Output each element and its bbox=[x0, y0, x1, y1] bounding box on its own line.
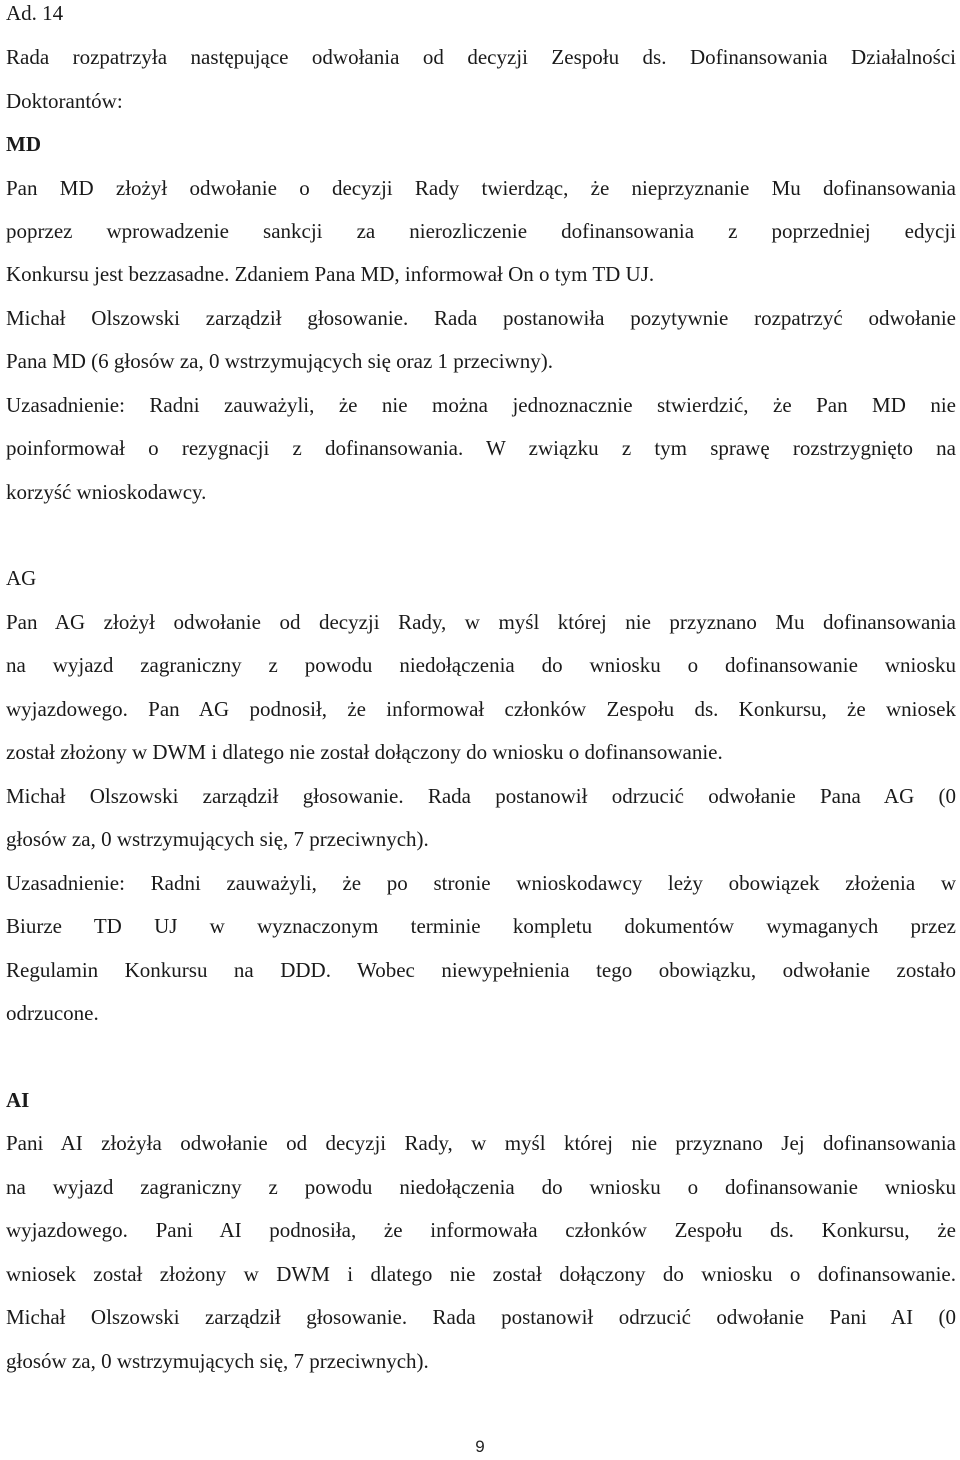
paragraph-line: Konkursu jest bezzasadne. Zdaniem Pana MD, informował On o tym TD UJ. bbox=[6, 262, 655, 286]
section-heading-md: MD bbox=[6, 132, 41, 156]
paragraph-line: Pan AG złożył odwołanie od decyzji Rady, w myśl której nie przyznano Mu dofinansowania bbox=[6, 610, 956, 634]
paragraph-line: wyjazdowego. Pan AG podnosił, że informował członków Zespołu ds. Konkursu, że wniosek bbox=[6, 697, 956, 721]
paragraph-line: Biurze TD UJ w wyznaczonym terminie kompletu dokumentów wymaganych przez bbox=[6, 914, 956, 938]
agenda-item-label: Ad. 14 bbox=[6, 1, 64, 25]
paragraph-line: Uzasadnienie: Radni zauważyli, że nie można jednoznacznie stwierdzić, że Pan MD nie bbox=[6, 393, 956, 417]
page-number: 9 bbox=[475, 1437, 485, 1456]
paragraph-line: Michał Olszowski zarządził głosowanie. Rada postanowił odrzucić odwołanie Pana AG (0 bbox=[6, 784, 956, 808]
paragraph-line: głosów za, 0 wstrzymujących się, 7 przeciwnych). bbox=[6, 827, 429, 851]
paragraph-line: został złożony w DWM i dlatego nie został dołączony do wniosku o dofinansowanie. bbox=[6, 740, 723, 764]
paragraph-line: Michał Olszowski zarządził głosowanie. Rada postanowiła pozytywnie rozpatrzyć odwołanie bbox=[6, 306, 956, 330]
paragraph-line: odrzucone. bbox=[6, 1001, 99, 1025]
paragraph-line: poprzez wprowadzenie sankcji za nierozliczenie dofinansowania z poprzedniej edycji bbox=[6, 219, 956, 243]
intro-line: Rada rozpatrzyła następujące odwołania od decyzji Zespołu ds. Dofinansowania Działalności bbox=[6, 45, 956, 69]
paragraph-line: wyjazdowego. Pani AI podnosiła, że informowała członków Zespołu ds. Konkursu, że bbox=[6, 1218, 956, 1242]
paragraph-line: Regulamin Konkursu na DDD. Wobec niewypełnienia tego obowiązku, odwołanie zostało bbox=[6, 958, 956, 982]
paragraph-line: poinformował o rezygnacji z dofinansowania. W związku z tym sprawę rozstrzygnięto na bbox=[6, 436, 956, 460]
paragraph-line: Uzasadnienie: Radni zauważyli, że po stronie wnioskodawcy leży obowiązek złożenia w bbox=[6, 871, 956, 895]
paragraph-line: Pana MD (6 głosów za, 0 wstrzymujących się oraz 1 przeciwny). bbox=[6, 349, 553, 373]
paragraph-line: Pan MD złożył odwołanie o decyzji Rady twierdząc, że nieprzyznanie Mu dofinansowania bbox=[6, 176, 956, 200]
paragraph-line: na wyjazd zagraniczny z powodu niedołączenia do wniosku o dofinansowanie wniosku bbox=[6, 1175, 956, 1199]
intro-line: Doktorantów: bbox=[6, 89, 123, 113]
paragraph-line: wniosek został złożony w DWM i dlatego nie został dołączony do wniosku o dofinansowanie. bbox=[6, 1262, 956, 1286]
paragraph-line: na wyjazd zagraniczny z powodu niedołączenia do wniosku o dofinansowanie wniosku bbox=[6, 653, 956, 677]
paragraph-line: głosów za, 0 wstrzymujących się, 7 przeciwnych). bbox=[6, 1349, 429, 1373]
paragraph-line: Michał Olszowski zarządził głosowanie. Rada postanowił odrzucić odwołanie Pani AI (0 bbox=[6, 1305, 956, 1329]
section-heading-ai: AI bbox=[6, 1088, 30, 1112]
paragraph-line: Pani AI złożyła odwołanie od decyzji Rady, w myśl której nie przyznano Jej dofinansowania bbox=[6, 1131, 956, 1155]
section-heading-ag: AG bbox=[6, 566, 37, 590]
paragraph-line: korzyść wnioskodawcy. bbox=[6, 480, 207, 504]
